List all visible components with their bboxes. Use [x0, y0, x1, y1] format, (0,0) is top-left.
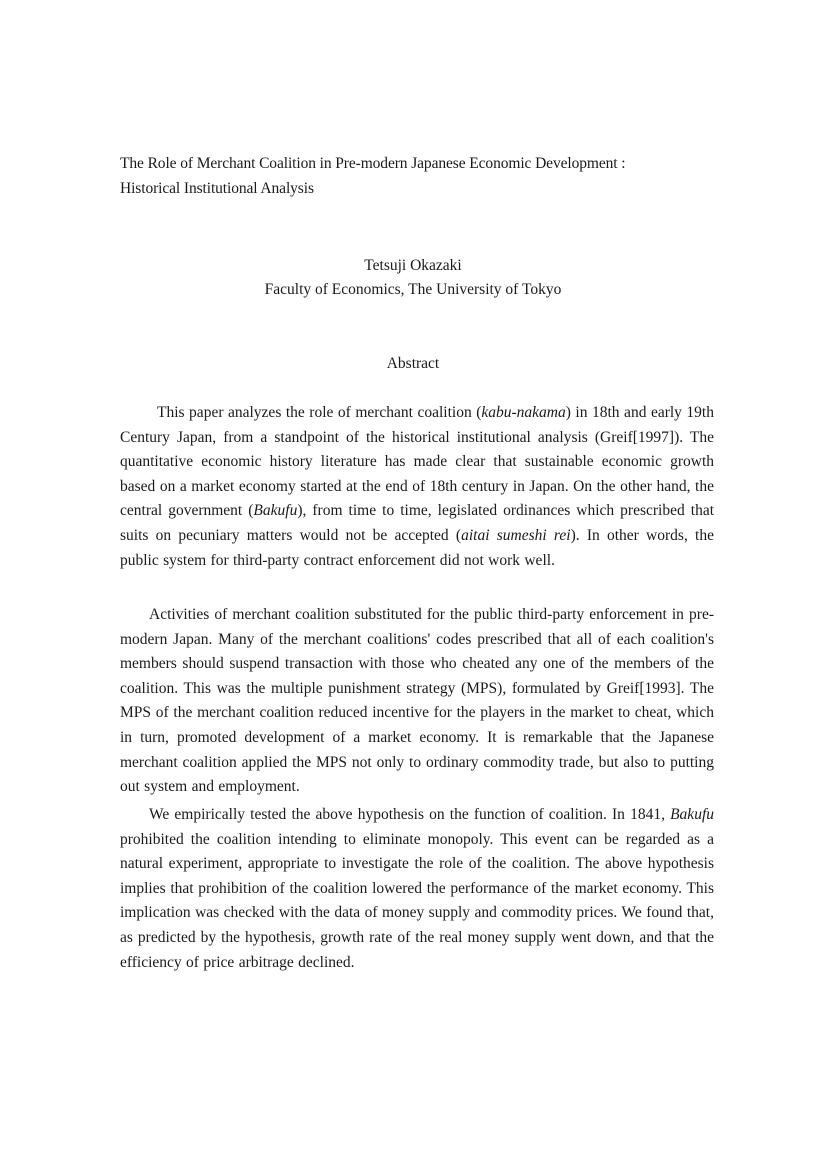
abstract-p3-text-2: prohibited the coalition intending to eliminate monopoly. This event can be regarded as a natural experiment, appropriate to investigate the role of the coalition. The above hypothesis implies that prohibition of the coalition lowered the performance of the market economy. This implication was checked with the data of money supply and commodity prices. We found that, as predicted by the hypothesis, growth rate of the real money supply went down, and that the efficiency of price arbitrage declined.	[120, 830, 714, 971]
paper-title-line-1: The Role of Merchant Coalition in Pre-modern Japanese Economic Development :	[120, 155, 626, 172]
abstract-p3-text-1: We empirically tested the above hypothesis on the function of coalition. In 1841,	[149, 806, 671, 823]
abstract-p1-text-3: ), from time to time, legislated ordinances which prescribed that suits on pecuniary matters would not be accepted (	[120, 502, 714, 544]
abstract-heading: Abstract	[386, 355, 440, 372]
abstract-p1-text-2: ) in 18th and early 19th Century Japan, from a standpoint of the historical institutional analysis (Greif[1997]). The quantitative economic history literature has made clear that sustainable economic growth based on a market economy started at the end of 18th century in Japan. On the other hand, the central government (	[120, 404, 714, 520]
abstract-p1-text-4: ). In other words, the public system for third-party contract enforcement did not work well.	[120, 526, 714, 569]
abstract-p1-italic-3: aitai sumeshi rei	[461, 526, 571, 544]
author-affiliation: Faculty of Economics, The University of Tokyo	[264, 281, 562, 298]
abstract-p1-text-1: This paper analyzes the role of merchant coalition (	[157, 404, 482, 421]
abstract-p1-italic-2: Bakufu	[253, 502, 298, 520]
author-name: Tetsuji Okazaki	[364, 257, 462, 274]
abstract-paragraph-1	[120, 401, 714, 573]
abstract-paragraph-2: Activities of merchant coalition substituted for the public third-party enforcement in pre-modern Japan. Many of the merchant coalitions' codes prescribed that all of each coalition's members should suspend transaction with those who cheated any one of the members of the coalition. This was the multiple punishment strategy (MPS), formulated by Greif[1993]. The MPS of the merchant coalition reduced incentive for the players in the market to cheat, which in turn, promoted development of a market economy. It is remarkable that the Japanese merchant coalition applied the MPS not only to ordinary commodity trade, but also to putting out system and employment.	[120, 606, 714, 796]
abstract-paragraph-3	[120, 803, 714, 975]
abstract-p3-italic-1: Bakufu	[670, 806, 714, 823]
paper-title	[120, 151, 740, 201]
abstract-p1-italic-1: kabu-nakama	[481, 404, 566, 421]
paper-title-line-2: Historical Institutional Analysis	[120, 180, 314, 197]
